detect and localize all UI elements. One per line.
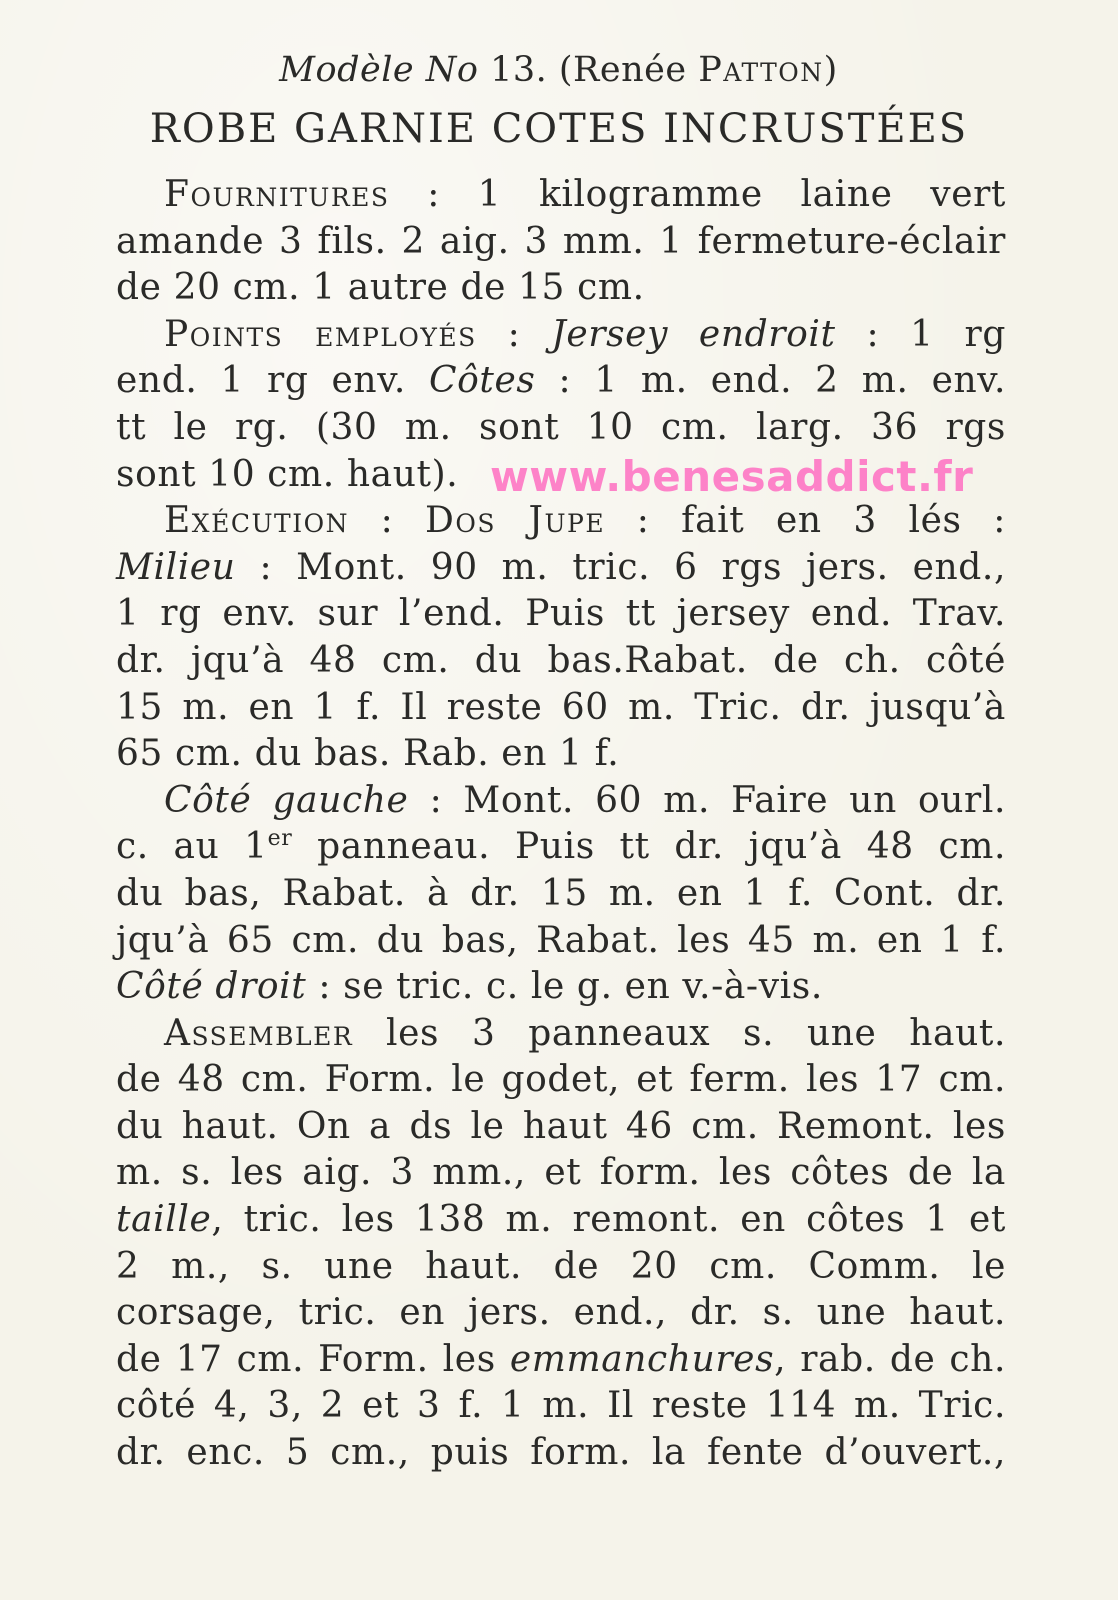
cote-gauche-label: Côté gauche: [164, 779, 409, 821]
assembler-line-6: 2 m., s. une haut. de 20 cm. Comm. le: [116, 1245, 1006, 1287]
execution-line-3: 1 rg env. sur l’end. Puis tt jersey end. Trav.: [116, 593, 1006, 635]
fournitures-line-3: de 20 cm. 1 autre de 15 cm.: [116, 267, 645, 309]
cote-gauche-text-2b: panneau. Puis tt dr. jqu’à 48 cm.: [292, 826, 1007, 868]
jersey-endroit-label: Jersey endroit: [551, 313, 836, 355]
execution-heading: Exécution: [164, 500, 349, 542]
execution-line-5: 15 m. en 1 f. Il reste 60 m. Tric. dr. jusqu’à: [116, 686, 1006, 728]
points-line-4: sont 10 cm. haut).: [116, 453, 459, 495]
model-heading: [0, 50, 1118, 90]
cotes-label: Côtes: [429, 360, 536, 402]
emmanchures-label: emmanchures: [509, 1338, 775, 1380]
model-label: Modèle: [279, 50, 415, 90]
cote-gauche-line-4: jqu’à 65 cm. du bas, Rabat. les 45 m. en 1 f.: [116, 919, 1006, 961]
assembler-line-3: du haut. On a ds le haut 46 cm. Remont. les: [116, 1105, 1006, 1147]
author-open: (Renée: [558, 50, 687, 90]
instructions-body: [116, 172, 1006, 1477]
cote-gauche-text-2a: c. au 1: [116, 826, 268, 868]
assembler-text-5: , tric. les 138 m. remont. en côtes 1 et: [211, 1199, 1006, 1241]
taille-label: taille: [116, 1199, 212, 1241]
assembler-line-7: corsage, tric. en jers. end., dr. s. une haut.: [116, 1292, 1006, 1334]
points-line-3: tt le rg. (30 m. sont 10 cm. larg. 36 rgs: [116, 406, 1006, 448]
fournitures-heading: Fournitures: [164, 174, 390, 215]
cote-droit-label: Côté droit: [116, 966, 307, 1008]
points-sep: :: [476, 313, 552, 355]
milieu-label: Milieu: [116, 546, 236, 588]
watermark-url: www.benesaddict.fr: [490, 452, 974, 501]
cote-gauche-line-2: [116, 824, 1006, 871]
execution-line-1: [116, 498, 1006, 545]
points-line-1: [116, 312, 1006, 359]
assembler-text-1: les 3 panneaux s. une haut.: [353, 1012, 1006, 1054]
document-title: ROBE GARNIE COTES INCRUSTÉES: [149, 106, 969, 152]
assembler-line-2: de 48 cm. Form. le godet, et ferm. les 17 cm.: [116, 1059, 1006, 1101]
cote-droit-line: [116, 964, 1006, 1011]
points-line-2: [116, 358, 1006, 405]
assembler-line-1: [116, 1011, 1006, 1058]
model-number-label: No: [425, 50, 479, 90]
assembler-text-8a: de 17 cm. Form. les: [116, 1338, 510, 1380]
assembler-text-8b: , rab. de ch.: [774, 1338, 1006, 1380]
points-heading: Points employés: [164, 313, 477, 355]
cote-gauche-text-1: : Mont. 60 m. Faire un ourl.: [408, 779, 1006, 821]
execution-line-4: dr. jqu’à 48 cm. du bas.Rabat. de ch. côté: [116, 639, 1006, 681]
fournitures-line-1: [116, 172, 1006, 219]
assembler-line-5: [116, 1197, 1006, 1244]
cote-gauche-line-1: [116, 778, 1006, 825]
assembler-line-8: [116, 1337, 1006, 1384]
execution-text-2: : Mont. 90 m. tric. 6 rgs jers. end.,: [235, 546, 1006, 588]
assembler-line-10: dr. enc. 5 cm., puis form. la fente d’ouvert.,: [116, 1432, 1006, 1474]
execution-line-6: 65 cm. du bas. Rab. en 1 f.: [116, 733, 620, 775]
assembler-line-9: côté 4, 3, 2 et 3 f. 1 m. Il reste 114 m. Tric.: [116, 1385, 1006, 1427]
dos-jupe-label: Dos Jupe: [425, 500, 606, 542]
model-number: 13.: [490, 50, 548, 90]
cote-droit-text: : se tric. c. le g. en v.-à-vis.: [306, 966, 823, 1008]
points-text-1: : 1 rg: [835, 313, 1006, 355]
fournitures-text-1: : 1 kilogramme laine vert: [389, 174, 1006, 215]
assembler-heading: Assembler: [164, 1012, 354, 1054]
execution-sep: :: [348, 500, 425, 542]
execution-text-1: : fait en 3 lés :: [605, 500, 1006, 542]
assembler-line-4: m. s. les aig. 3 mm., et form. les côtes de la: [116, 1152, 1006, 1194]
fournitures-line-2: amande 3 fils. 2 aig. 3 mm. 1 fermeture-éclair: [116, 220, 1006, 262]
author-name: Patton): [698, 50, 839, 90]
points-text-2b: : 1 m. end. 2 m. env.: [535, 360, 1006, 402]
cote-gauche-line-3: du bas, Rabat. à dr. 15 m. en 1 f. Cont. dr.: [116, 872, 1006, 914]
execution-line-2: [116, 545, 1006, 592]
points-text-2a: end. 1 rg env.: [116, 360, 429, 402]
superscript-er: er: [267, 826, 293, 852]
